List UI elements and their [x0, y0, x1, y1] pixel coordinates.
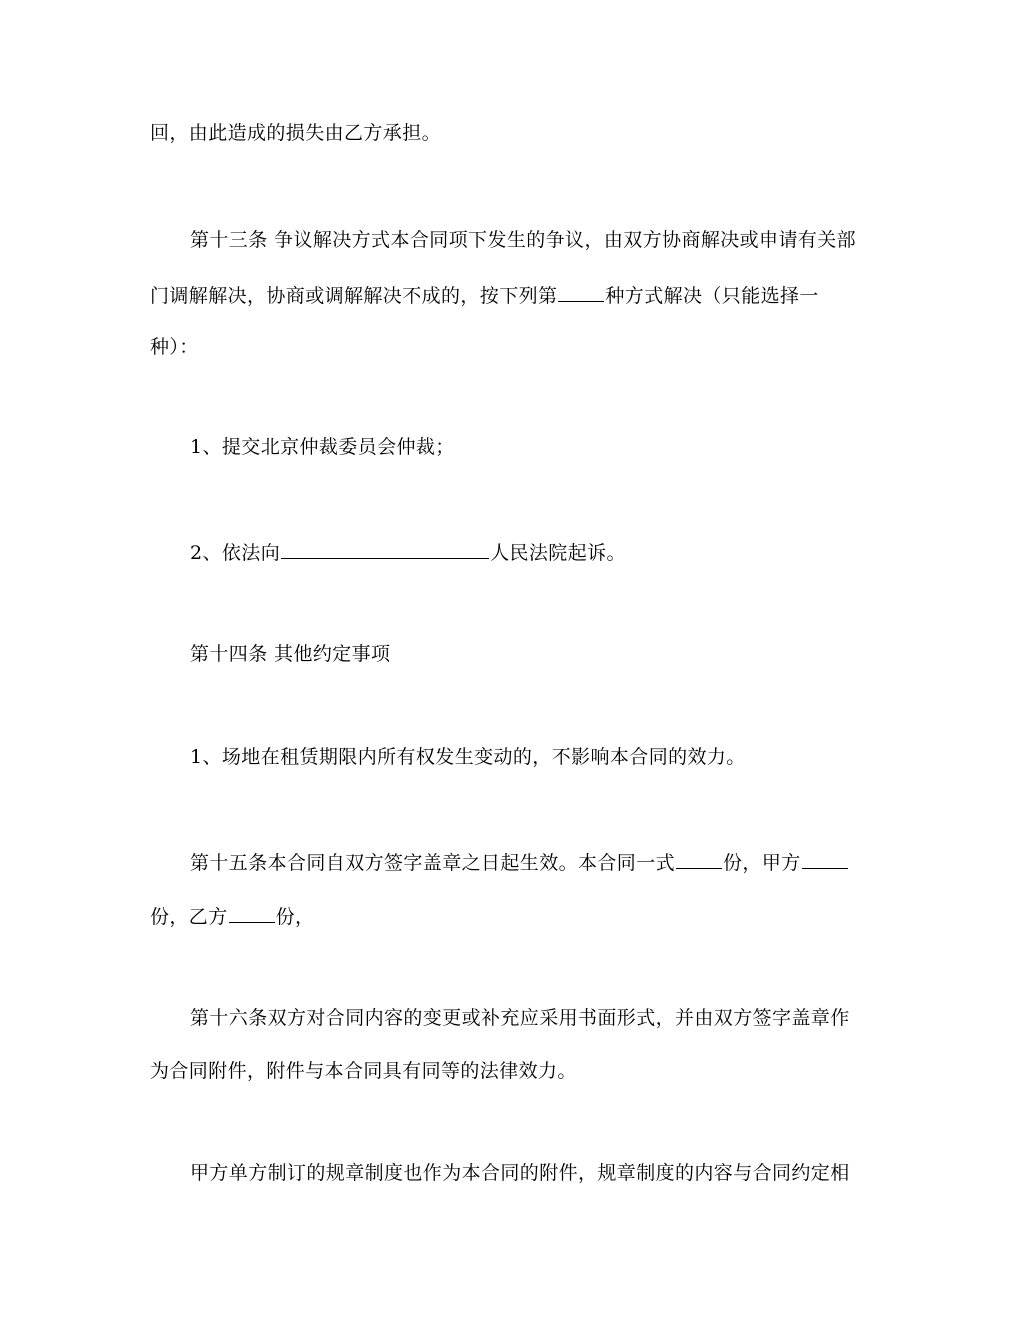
- fill-in-blank: [676, 848, 722, 869]
- paragraph-line: [190, 434, 455, 460]
- paragraph-line: [190, 848, 849, 876]
- text: 第十四条 其他约定事项: [190, 643, 391, 665]
- paragraph-line: [150, 120, 441, 146]
- paragraph-line: [190, 1005, 850, 1031]
- fill-in-blank: [558, 281, 604, 302]
- paragraph-line: [150, 1058, 577, 1084]
- paragraph-line: [150, 334, 199, 360]
- text: 为合同附件，附件与本合同具有同等的法律效力。: [150, 1060, 577, 1082]
- fill-in-blank: [802, 848, 848, 869]
- text: 门调解解决，协商或调解解决不成的，按下列第: [150, 285, 558, 307]
- paragraph-line: [150, 902, 314, 930]
- text: 种）：: [150, 336, 199, 358]
- paragraph-line: [190, 744, 746, 770]
- fill-in-blank: [281, 538, 489, 559]
- paragraph-line: [190, 227, 856, 253]
- paragraph-line: [150, 281, 819, 309]
- text: 第十六条双方对合同内容的变更或补充应采用书面形式，并由双方签字盖章作: [190, 1007, 850, 1029]
- text: 份，: [275, 906, 315, 928]
- paragraph-line: [190, 1160, 850, 1186]
- fill-in-blank: [229, 902, 275, 923]
- text: 份，乙方: [150, 906, 228, 928]
- text: 第十五条本合同自双方签字盖章之日起生效。本合同一式: [190, 852, 676, 874]
- text: 回，由此造成的损失由乙方承担。: [150, 122, 442, 144]
- text: 份，甲方: [723, 852, 801, 874]
- text: 1、场地在租赁期限内所有权发生变动的，不影响本合同的效力。: [190, 746, 746, 768]
- text: 甲方单方制订的规章制度也作为本合同的附件，规章制度的内容与合同约定相: [190, 1162, 850, 1184]
- text: 1、提交北京仲裁委员会仲裁；: [190, 436, 455, 458]
- text: 人民法院起诉。: [490, 542, 626, 564]
- text: 第十三条 争议解决方式本合同项下发生的争议，由双方协商解决或申请有关部: [190, 229, 857, 251]
- paragraph-line: [190, 641, 390, 667]
- text: 种方式解决（只能选择一: [605, 285, 819, 307]
- paragraph-line: [190, 538, 626, 566]
- text: 2、依法向: [190, 542, 281, 564]
